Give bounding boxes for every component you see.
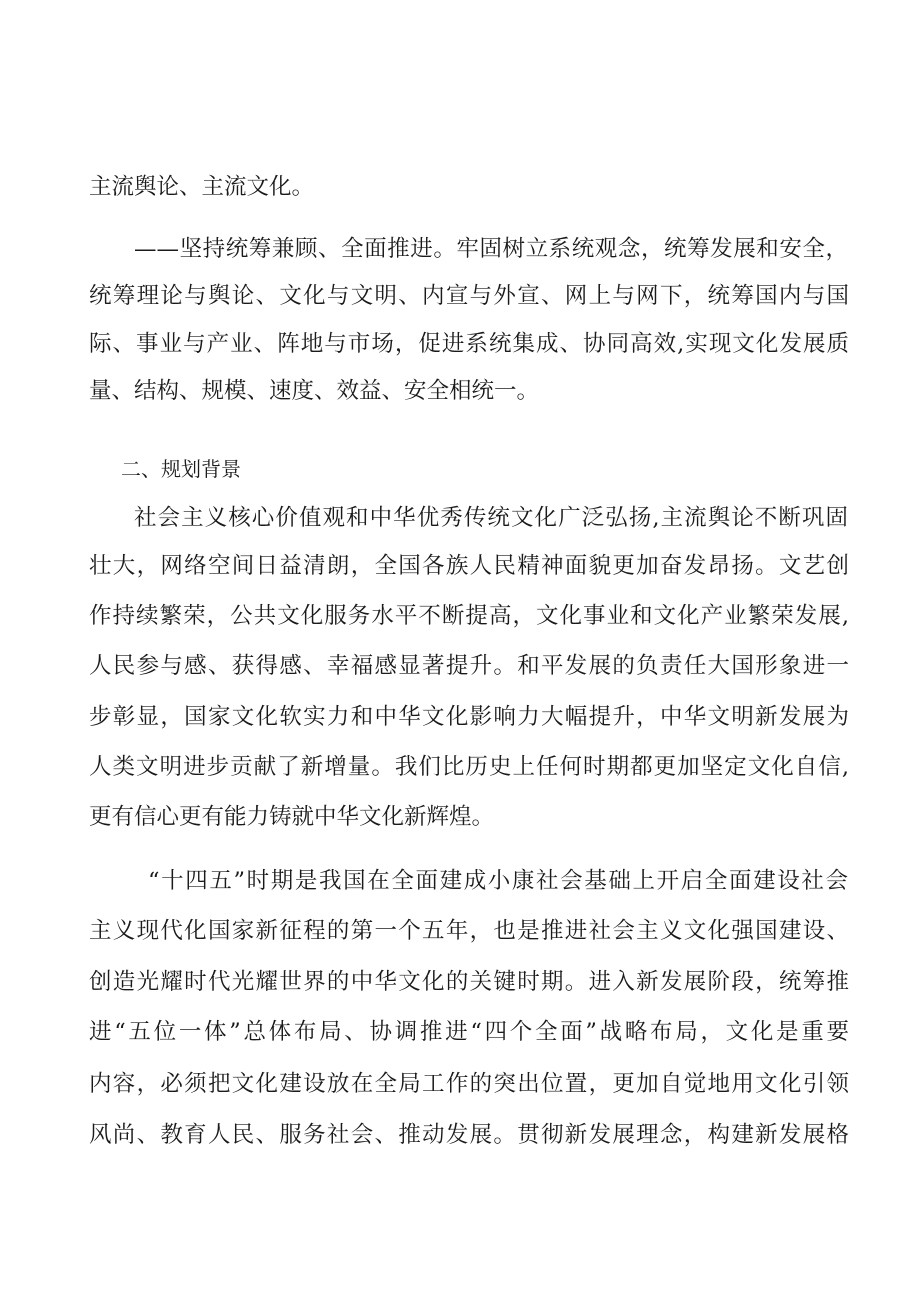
text-line: 步彰显，国家文化软实力和中华文化影响力大幅提升，中华文明新发展为 bbox=[89, 704, 849, 730]
text-line: 主流舆论、主流文化。 bbox=[89, 174, 315, 200]
text-line: 量、结构、规模、速度、效益、安全相统一。 bbox=[89, 378, 540, 404]
text-line: 人类文明进步贡献了新增量。我们比历史上任何时期都更加坚定文化自信, bbox=[89, 754, 849, 780]
text-line: 壮大，网络空间日益清朗，全国各族人民精神面貌更加奋发昂扬。文艺创 bbox=[89, 553, 849, 579]
text-line: 风尚、教育人民、服务社会、推动发展。贯彻新发展理念，构建新发展格 bbox=[89, 1122, 849, 1148]
text-line: ——坚持统筹兼顾、全面推进。牢固树立系统观念，统筹发展和安全， bbox=[134, 236, 848, 262]
section-heading: 二、规划背景 bbox=[121, 457, 241, 481]
text-line: 社会主义核心价值观和中华优秀传统文化广泛弘扬,主流舆论不断巩固 bbox=[134, 505, 848, 531]
text-line: 作持续繁荣，公共文化服务水平不断提高，文化事业和文化产业繁荣发展, bbox=[89, 603, 849, 629]
text-line: 进“五位一体”总体布局、协调推进“四个全面”战略布局，文化是重要 bbox=[89, 1019, 849, 1045]
text-line: 人民参与感、获得感、幸福感显著提升。和平发展的负责任大国形象进一 bbox=[89, 653, 849, 679]
text-line: 统筹理论与舆论、文化与文明、内宣与外宣、网上与网下，统筹国内与国 bbox=[89, 283, 849, 309]
text-line: 更有信心更有能力铸就中华文化新辉煌。 bbox=[89, 804, 495, 830]
text-line: 主义现代化国家新征程的第一个五年，也是推进社会主义文化强国建设、 bbox=[89, 918, 849, 944]
text-line: 际、事业与产业、阵地与市场，促进系统集成、协同高效,实现文化发展质 bbox=[89, 331, 849, 357]
text-line: 创造光耀时代光耀世界的中华文化的关键时期。进入新发展阶段，统筹推 bbox=[89, 969, 849, 995]
text-line: “十四五”时期是我国在全面建成小康社会基础上开启全面建设社会 bbox=[148, 868, 848, 894]
text-line: 内容，必须把文化建设放在全局工作的突出位置，更加自觉地用文化引领 bbox=[89, 1071, 849, 1097]
